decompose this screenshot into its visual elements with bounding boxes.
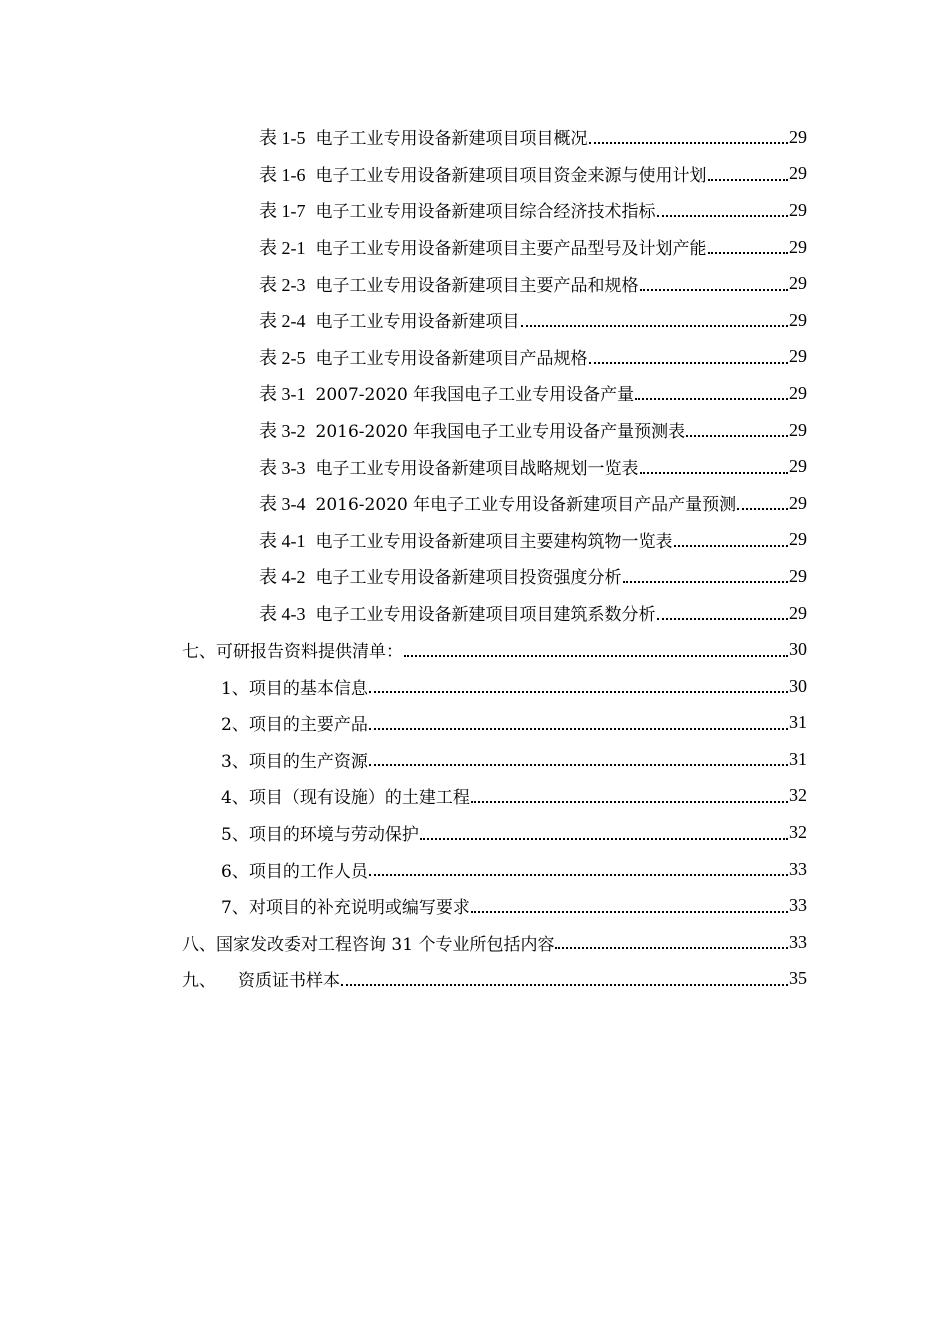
toc-entry-page-number: 29 bbox=[789, 492, 807, 513]
toc-entry-page-number: 29 bbox=[789, 602, 807, 623]
toc-entry-label bbox=[259, 380, 634, 406]
toc-entry-title: 国家发改委对工程咨询 31 个专业所包括内容 bbox=[216, 934, 555, 955]
toc-entry-number: 5、 bbox=[221, 825, 249, 846]
toc-entry[interactable] bbox=[0, 631, 950, 668]
toc-entry[interactable] bbox=[0, 156, 950, 193]
toc-entry[interactable] bbox=[0, 814, 950, 851]
toc-entry[interactable] bbox=[0, 887, 950, 924]
toc-entry-number: 7、 bbox=[221, 898, 249, 919]
toc-entry-title: 项目（现有设施）的土建工程 bbox=[248, 788, 470, 809]
toc-entry-number: 1、 bbox=[221, 678, 249, 699]
toc-entry-page-number: 31 bbox=[789, 748, 807, 769]
toc-entry-label bbox=[182, 966, 340, 991]
toc-entry-number: 表 4-1 bbox=[259, 530, 306, 551]
toc-entry-label bbox=[259, 417, 685, 443]
toc-entry-label bbox=[221, 893, 470, 918]
toc-entry-label bbox=[221, 820, 419, 845]
toc-entry-label bbox=[221, 857, 368, 882]
toc-entry-label bbox=[259, 344, 588, 370]
toc-entry-number: 九、 bbox=[182, 971, 216, 992]
toc-entry-number: 6、 bbox=[221, 861, 249, 882]
toc-entry[interactable] bbox=[0, 558, 950, 595]
toc-entry-number: 表 1-6 bbox=[259, 164, 306, 185]
toc-entry-title: 电子工业专用设备新建项目主要建构筑物一览表 bbox=[315, 531, 673, 552]
toc-entry-title: 电子工业专用设备新建项目项目建筑系数分析 bbox=[315, 605, 656, 626]
toc-entry[interactable] bbox=[0, 778, 950, 815]
toc-entry-label bbox=[259, 161, 707, 187]
dot-leader bbox=[420, 838, 788, 840]
toc-entry-number: 表 2-5 bbox=[259, 347, 306, 368]
dot-leader bbox=[404, 655, 788, 657]
dot-leader bbox=[708, 252, 789, 254]
toc-entry-number: 表 3-2 bbox=[259, 421, 306, 442]
toc-entry-page-number: 29 bbox=[789, 419, 807, 440]
toc-entry[interactable] bbox=[0, 412, 950, 449]
toc-entry-page-number: 29 bbox=[789, 163, 807, 184]
dot-leader bbox=[471, 911, 788, 913]
dot-leader bbox=[737, 508, 788, 510]
dot-leader bbox=[623, 581, 789, 583]
toc-entry-label bbox=[221, 783, 470, 808]
toc-entry-page-number: 29 bbox=[789, 382, 807, 403]
toc-entry-page-number: 32 bbox=[789, 785, 807, 806]
toc-entry-title: 电子工业专用设备新建项目主要产品和规格 bbox=[315, 275, 639, 296]
dot-leader bbox=[640, 289, 789, 291]
toc-entry-number: 表 3-1 bbox=[259, 384, 306, 405]
toc-entry-label bbox=[221, 674, 368, 699]
table-of-contents bbox=[0, 119, 950, 997]
dot-leader bbox=[635, 398, 788, 400]
toc-entry-page-number: 32 bbox=[789, 822, 807, 843]
toc-entry-page-number: 30 bbox=[789, 639, 807, 660]
toc-entry-number: 表 2-1 bbox=[259, 238, 306, 259]
toc-entry-label bbox=[259, 527, 673, 553]
dot-leader bbox=[471, 801, 788, 803]
toc-entry-number: 表 2-3 bbox=[259, 274, 306, 295]
toc-entry-number: 表 4-2 bbox=[259, 567, 306, 588]
toc-entry-page-number: 33 bbox=[789, 858, 807, 879]
toc-entry-page-number: 29 bbox=[789, 565, 807, 586]
toc-entry[interactable] bbox=[0, 595, 950, 632]
dot-leader bbox=[657, 618, 789, 620]
dot-leader bbox=[341, 984, 788, 986]
toc-entry[interactable] bbox=[0, 229, 950, 266]
toc-entry-page-number: 29 bbox=[789, 236, 807, 257]
toc-entry-title: 项目的主要产品 bbox=[248, 715, 368, 736]
toc-entry[interactable] bbox=[0, 375, 950, 412]
toc-entry-title: 项目的工作人员 bbox=[248, 861, 368, 882]
toc-entry-label bbox=[259, 563, 622, 589]
toc-entry[interactable] bbox=[0, 485, 950, 522]
toc-entry-label bbox=[259, 454, 639, 480]
toc-entry[interactable] bbox=[0, 851, 950, 888]
toc-entry-number: 3、 bbox=[221, 751, 249, 772]
toc-entry-title: 电子工业专用设备新建项目综合经济技术指标 bbox=[315, 202, 656, 223]
toc-entry-title: 电子工业专用设备新建项目投资强度分析 bbox=[315, 568, 622, 589]
toc-entry-label bbox=[182, 930, 554, 955]
toc-entry-label bbox=[221, 747, 368, 772]
toc-entry-title: 可研报告资料提供清单： bbox=[216, 642, 403, 663]
dot-leader bbox=[686, 435, 788, 437]
toc-entry-number: 4、 bbox=[221, 788, 249, 809]
toc-entry-page-number: 33 bbox=[789, 895, 807, 916]
toc-entry-title: 电子工业专用设备新建项目产品规格 bbox=[315, 348, 588, 369]
toc-entry[interactable] bbox=[0, 924, 950, 961]
toc-entry[interactable] bbox=[0, 339, 950, 376]
toc-entry[interactable] bbox=[0, 705, 950, 742]
toc-entry-label bbox=[221, 710, 368, 735]
toc-entry[interactable] bbox=[0, 192, 950, 229]
dot-leader bbox=[369, 728, 788, 730]
toc-entry-page-number: 29 bbox=[789, 199, 807, 220]
toc-entry-label bbox=[182, 637, 403, 662]
toc-entry-page-number: 31 bbox=[789, 712, 807, 733]
toc-entry-page-number: 30 bbox=[789, 675, 807, 696]
toc-entry-label bbox=[259, 307, 520, 333]
toc-entry-title: 项目的环境与劳动保护 bbox=[248, 825, 419, 846]
dot-leader bbox=[708, 179, 789, 181]
toc-entry-title: 电子工业专用设备新建项目项目资金来源与使用计划 bbox=[315, 165, 707, 186]
toc-entry[interactable] bbox=[0, 668, 950, 705]
toc-entry-label bbox=[259, 271, 639, 297]
toc-entry[interactable] bbox=[0, 265, 950, 302]
toc-entry-number: 七、 bbox=[182, 642, 216, 663]
dot-leader bbox=[369, 764, 788, 766]
dot-leader bbox=[369, 691, 788, 693]
toc-entry-title: 电子工业专用设备新建项目战略规划一览表 bbox=[315, 458, 639, 479]
toc-entry-title: 2016-2020 年我国电子工业专用设备产量预测表 bbox=[315, 422, 686, 443]
toc-entry-page-number: 29 bbox=[789, 309, 807, 330]
toc-entry-title: 2016-2020 年电子工业专用设备新建项目产品产量预测 bbox=[315, 495, 737, 516]
toc-entry-page-number: 29 bbox=[789, 273, 807, 294]
toc-entry[interactable] bbox=[0, 741, 950, 778]
toc-entry-number: 表 3-4 bbox=[259, 494, 306, 515]
toc-entry-page-number: 33 bbox=[789, 931, 807, 952]
toc-entry-number: 表 1-5 bbox=[259, 128, 306, 149]
toc-entry-page-number: 29 bbox=[789, 529, 807, 550]
toc-entry-title: 项目的生产资源 bbox=[248, 751, 368, 772]
toc-entry-page-number: 35 bbox=[789, 968, 807, 989]
toc-entry-label bbox=[259, 600, 656, 626]
toc-entry-title: 2007-2020 年我国电子工业专用设备产量 bbox=[315, 385, 635, 406]
toc-entry-number: 表 1-7 bbox=[259, 201, 306, 222]
toc-entry-label bbox=[259, 490, 736, 516]
toc-entry[interactable] bbox=[0, 448, 950, 485]
toc-entry-label bbox=[259, 124, 588, 150]
toc-entry-page-number: 29 bbox=[789, 456, 807, 477]
dot-leader bbox=[555, 947, 788, 949]
toc-entry-title: 对项目的补充说明或编写要求 bbox=[248, 898, 470, 919]
dot-leader bbox=[657, 215, 789, 217]
dot-leader bbox=[640, 472, 789, 474]
toc-entry-title: 项目的基本信息 bbox=[248, 678, 368, 699]
toc-entry-title: 资质证书样本 bbox=[238, 971, 340, 992]
toc-entry-title: 电子工业专用设备新建项目 bbox=[315, 312, 520, 333]
toc-entry-number: 表 2-4 bbox=[259, 311, 306, 332]
toc-entry[interactable] bbox=[0, 119, 950, 156]
dot-leader bbox=[589, 142, 789, 144]
toc-entry-label bbox=[259, 197, 656, 223]
toc-entry-number: 八、 bbox=[182, 934, 216, 955]
toc-entry-page-number: 29 bbox=[789, 346, 807, 367]
toc-entry-page-number: 29 bbox=[789, 126, 807, 147]
toc-entry-label bbox=[259, 234, 707, 260]
dot-leader bbox=[589, 362, 789, 364]
toc-entry-number: 表 4-3 bbox=[259, 604, 306, 625]
toc-entry-title: 电子工业专用设备新建项目主要产品型号及计划产能 bbox=[315, 239, 707, 260]
dot-leader bbox=[369, 874, 788, 876]
toc-entry-number: 表 3-3 bbox=[259, 457, 306, 478]
dot-leader bbox=[674, 545, 789, 547]
toc-entry[interactable] bbox=[0, 522, 950, 559]
dot-leader bbox=[521, 325, 789, 327]
toc-entry-title: 电子工业专用设备新建项目项目概况 bbox=[315, 129, 588, 150]
toc-entry[interactable] bbox=[0, 961, 950, 998]
toc-entry-number: 2、 bbox=[221, 715, 249, 736]
toc-entry[interactable] bbox=[0, 302, 950, 339]
